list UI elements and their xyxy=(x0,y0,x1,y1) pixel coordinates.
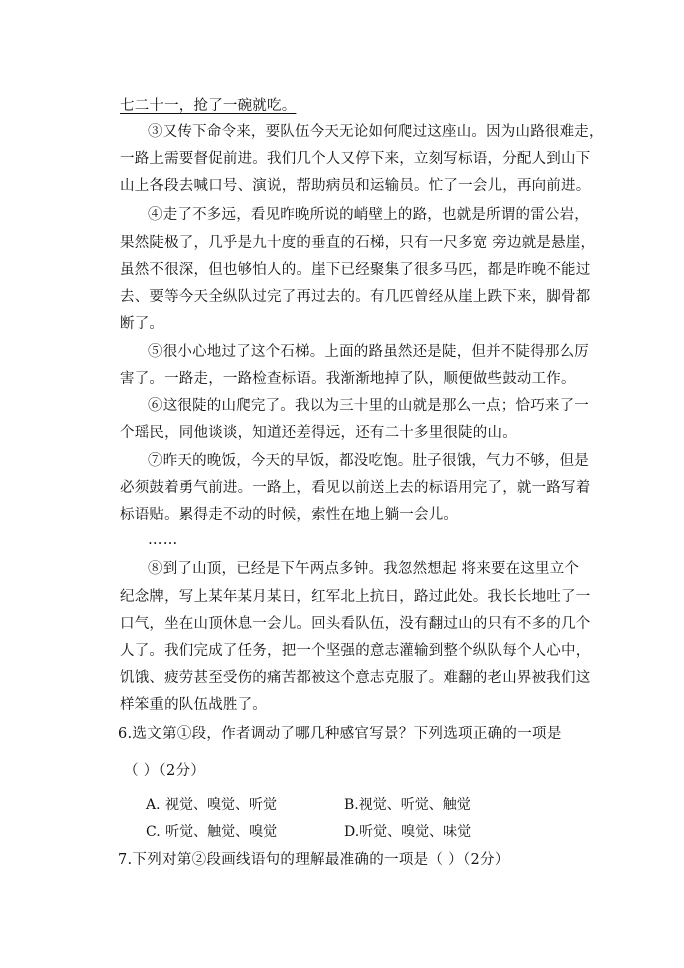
paragraph-5-line: ⑤很小心地过了这个石梯。上面的路虽然还是陡，但并不陡得那么厉 xyxy=(148,344,589,360)
question-7-stem: 7.下列对第②段画线语句的理解最准确的一项是（ ）（2分） xyxy=(118,852,510,868)
option-b: B.视觉、听觉、触觉 xyxy=(344,797,471,813)
paragraph-7-line: ⑦昨天的晚饭，今天的早饭，都没吃饱。肚子很饿，气力不够，但是 xyxy=(148,453,589,469)
paragraph-4-line: 去、要等今天全纵队过完了再过去的。有几匹曾经从崖上跌下来，脚骨都 xyxy=(120,289,591,305)
paragraph-3-line: ③又传下命令来，要队伍今天无论如何爬过这座山。因为山路很难走， xyxy=(148,124,604,140)
paragraph-7-line: 标语贴。累得走不动的时候，索性在地上躺一会儿。 xyxy=(120,507,459,523)
paragraph-3-line: 山上各段去喊口号、演说，帮助病员和运输员。忙了一会儿，再向前进。 xyxy=(120,178,591,194)
paragraph-8-line: 口气，坐在山顶休息一会儿。回头看队伍，没有翻过山的只有不多的几个 xyxy=(120,616,591,632)
passage-line-underlined: 七二十一，抢了一碗就吃。 xyxy=(120,98,297,114)
paragraph-6-line: ⑥这很陡的山爬完了。我以为三十里的山就是那么一点；恰巧来了一 xyxy=(148,398,589,414)
paragraph-5-line: 害了。一路走，一路检查标语。我渐渐地掉了队，顺便做些鼓动工作。 xyxy=(120,371,576,387)
paragraph-4-line: ④走了不多远，看见昨晚所说的峭壁上的路，也就是所谓的雷公岩， xyxy=(148,207,589,223)
option-a: A. 视觉、嗅觉、听觉 xyxy=(146,797,278,813)
paragraph-6-line: 个瑶民，同他谈谈，知道还差得远，还有二十多里很陡的山。 xyxy=(120,425,517,441)
paragraph-4-line: 果然陡极了，几乎是九十度的垂直的石梯，只有一尺多宽 旁边就是悬崖， xyxy=(120,235,596,251)
paragraph-8-line: ⑧到了山顶，已经是下午两点多钟。我忽然想起 将来要在这里立个 xyxy=(148,561,580,577)
paragraph-8-line: 纪念牌，写上某年某月某日，红军北上抗日，路过此处。我长长地吐了一 xyxy=(120,589,591,605)
paragraph-8-line: 饥饿、疲劳甚至受伤的痛苦都被这个意志克服了。难翻的老山界被我们这 xyxy=(120,670,591,686)
paragraph-7-line: 必须鼓着勇气前进。一路上，看见以前送上去的标语用完了，就一路写着 xyxy=(120,480,591,496)
paragraph-3-line: 一路上需要督促前进。我们几个人又停下来，立刻写标语，分配人到山下 xyxy=(120,151,591,167)
question-6-stem: 6.选文第①段，作者调动了哪几种感官写景？下列选项正确的一项是 xyxy=(118,726,562,742)
paragraph-8-line: 样笨重的队伍战胜了。 xyxy=(120,697,267,713)
paragraph-4-line: 断了。 xyxy=(120,316,165,332)
ellipsis-line: …… xyxy=(148,532,178,548)
paragraph-4-line: 虽然不很深，但也够怕人的。崖下已经聚集了很多马匹，都是昨晚不能过 xyxy=(120,262,591,278)
question-6-answer-blank: （ ）（2分） xyxy=(124,763,206,779)
option-d: D.听觉、嗅觉、味觉 xyxy=(344,824,472,840)
option-c: C. 听觉、触觉、嗅觉 xyxy=(146,824,278,840)
paragraph-8-line: 人了。我们完成了任务，把一个坚强的意志灌输到整个纵队每个人心中， xyxy=(120,643,591,659)
